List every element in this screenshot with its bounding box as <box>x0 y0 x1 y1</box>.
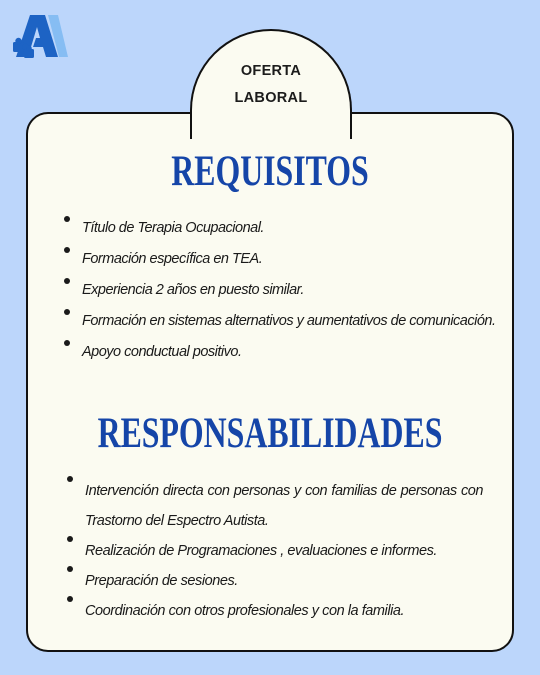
requisitos-item: Formación específica en TEA. <box>64 247 504 278</box>
logo-icon <box>12 13 68 59</box>
requisitos-item: Apoyo conductual positivo. <box>64 340 504 371</box>
requisitos-item: Formación en sistemas alternativos y aumentativos de comunicación. <box>64 309 504 340</box>
tab-label <box>190 58 352 112</box>
requisitos-title: REQUISITOS <box>171 148 369 195</box>
tab-label-line2: LABORAL <box>234 90 308 106</box>
requisitos-item: Experiencia 2 años en puesto similar. <box>64 278 504 309</box>
responsabilidades-item: Coordinación con otros profesionales y con la familia. <box>67 596 483 626</box>
responsabilidades-item: Realización de Programaciones , evaluaciones e informes. <box>67 536 483 566</box>
responsabilidades-item: Intervención directa con personas y con familias de personas con Trastorno del Espectro Autista. <box>67 476 483 536</box>
responsabilidades-list <box>67 476 483 626</box>
responsabilidades-item: Preparación de sesiones. <box>67 566 483 596</box>
responsabilidades-title: RESPONSABILIDADES <box>97 410 443 457</box>
tab-label-line1: OFERTA <box>240 63 302 79</box>
requisitos-list <box>64 216 504 371</box>
requisitos-item: Título de Terapia Ocupacional. <box>64 216 504 247</box>
